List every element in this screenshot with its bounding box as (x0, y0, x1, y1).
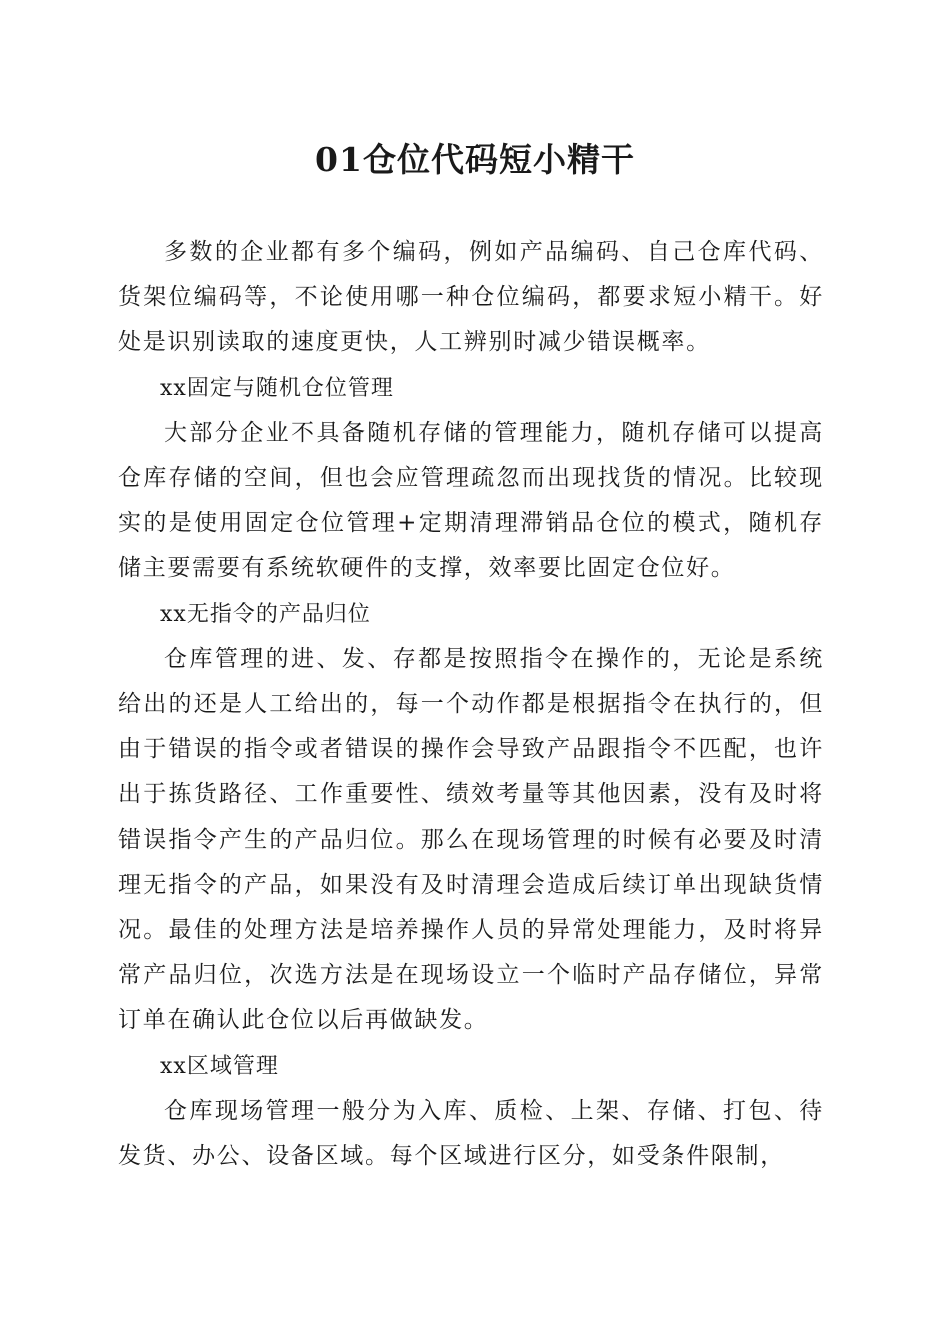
document-body (118, 230, 824, 1179)
document-title: 01仓位代码短小精干 (315, 140, 635, 179)
section-heading-fixed-random-storage: xx固定与随机仓位管理 (160, 375, 394, 401)
paragraph-fixed-random-storage: 大部分企业不具备随机存储的管理能力，随机存储可以提高仓库存储的空间，但也会应管理疏忽而出现找货的情况。比较现实的是使用固定仓位管理+定期清理滞销品仓位的模式，随机存储主要需要有系统软硬件的支撑，效率要比固定仓位好。 (118, 419, 824, 582)
paragraph-intro: 多数的企业都有多个编码，例如产品编码、自己仓库代码、货架位编码等，不论使用哪一种仓位编码，都要求短小精干。好处是识别读取的速度更快，人工辨别时减少错误概率。 (118, 239, 824, 356)
paragraph-unassigned-product-return: 仓库管理的进、发、存都是按照指令在操作的，无论是系统给出的还是人工给出的，每一个动作都是根据指令在执行的，但由于错误的指令或者错误的操作会导致产品跟指令不匹配，也许出于拣货路径、工作重要性、绩效考量等其他因素，没有及时将错误指令产生的产品归位。那么在现场管理的时候有必要及时清理无指令的产品，如果没有及时清理会造成后续订单出现缺货情况。最佳的处理方法是培养操作人员的异常处理能力，及时将异常产品归位，次选方法是在现场设立一个临时产品存储位，异常订单在确认此仓位以后再做缺发。 (118, 645, 824, 1034)
section-heading-unassigned-product-return: xx无指令的产品归位 (160, 601, 371, 627)
paragraph-zone-management: 仓库现场管理一般分为入库、质检、上架、存储、打包、待发货、办公、设备区域。每个区域进行区分，如受条件限制， (118, 1097, 824, 1170)
section-heading-zone-management: xx区域管理 (160, 1053, 279, 1079)
